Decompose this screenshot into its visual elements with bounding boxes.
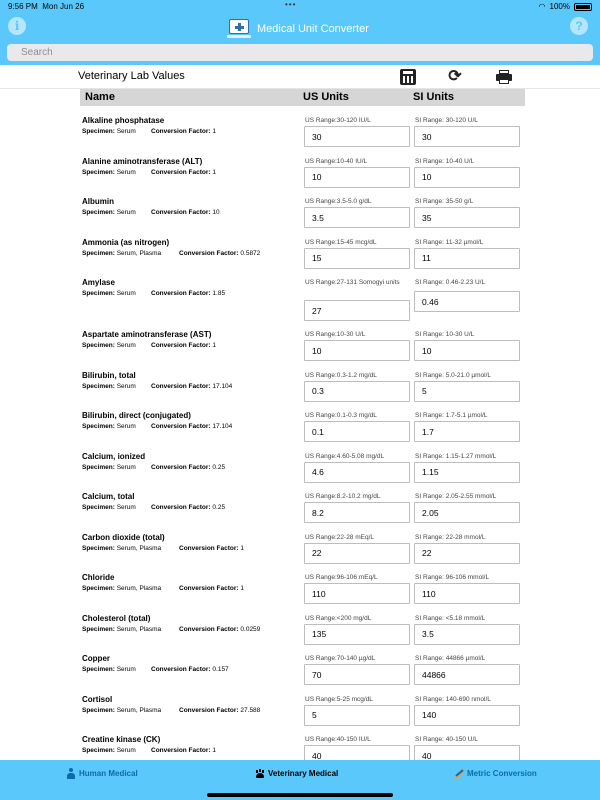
specimen-value: Serum <box>116 128 136 135</box>
test-name: Creatine kinase (CK) <box>82 735 161 744</box>
tab-veterinary-medical[interactable] <box>255 768 338 779</box>
specimen-value: Serum <box>116 290 136 297</box>
specimen-label: Specimen: <box>82 504 115 511</box>
multitask-dots-icon[interactable]: ••• <box>285 0 297 9</box>
status-bar <box>0 0 600 14</box>
si-value-input[interactable] <box>414 624 520 645</box>
factor-label: Conversion Factor: <box>179 585 239 592</box>
column-header <box>80 89 525 106</box>
specimen-info <box>82 747 136 754</box>
calculator-icon[interactable] <box>400 69 416 85</box>
factor-value: 0.5872 <box>240 249 261 257</box>
specimen-value: Serum <box>116 342 136 349</box>
si-range: SI Range: 1.7-5.1 µmol/L <box>415 412 488 419</box>
column-name: Name <box>85 91 115 103</box>
si-value-input[interactable] <box>414 462 520 483</box>
si-value-input[interactable] <box>414 167 520 188</box>
table-row <box>0 565 600 606</box>
specimen-info <box>82 169 136 176</box>
si-range: SI Range: 1.15-1.27 mmol/L <box>415 452 497 460</box>
factor-label: Conversion Factor: <box>151 128 211 135</box>
factor-value: 1 <box>212 342 217 349</box>
us-value-input[interactable] <box>304 624 410 645</box>
help-button[interactable] <box>570 17 588 35</box>
status-time-text: 9:56 PM <box>8 2 38 11</box>
table-row <box>0 646 600 687</box>
conversion-factor <box>151 169 216 176</box>
us-range: US Range:4.60-5.08 mg/dL <box>305 452 385 460</box>
tab-label: Human Medical <box>79 769 138 778</box>
table-row <box>0 189 600 230</box>
specimen-value: Serum <box>116 382 136 390</box>
table-row <box>0 525 600 566</box>
test-name: Calcium, ionized <box>82 451 146 461</box>
us-range: US Range:8.2-10.2 mg/dL <box>305 493 381 500</box>
conversion-factor <box>151 128 216 135</box>
ruler-pencil-icon <box>454 768 464 779</box>
us-value-input[interactable] <box>304 745 410 760</box>
conversion-factor <box>179 545 244 552</box>
us-value-input[interactable] <box>304 462 410 483</box>
table-row <box>0 230 600 271</box>
factor-value: 17.104 <box>212 382 233 390</box>
specimen-value: Serum, Plasma <box>116 706 162 714</box>
table-row <box>0 484 600 525</box>
si-value-input[interactable] <box>414 543 520 564</box>
us-value-input[interactable] <box>304 543 410 564</box>
us-range: US Range:27-131 Somogyi units <box>305 279 400 286</box>
us-range: US Range:40-150 IU/L <box>305 736 371 743</box>
us-range: US Range:3.5-5.0 g/dL <box>305 198 372 205</box>
specimen-info <box>82 290 136 297</box>
info-icon: i <box>14 19 20 33</box>
si-range: SI Range: 44866 µmol/L <box>415 655 486 662</box>
top-bar <box>0 0 600 65</box>
si-range: SI Range: 140-690 nmol/L <box>415 695 491 703</box>
table-row <box>0 403 600 444</box>
si-value-input[interactable] <box>414 502 520 523</box>
specimen-label: Specimen: <box>82 209 115 216</box>
us-value-input[interactable] <box>304 381 410 402</box>
specimen-info <box>82 464 136 471</box>
factor-label: Conversion Factor: <box>151 666 211 673</box>
specimen-label: Specimen: <box>82 544 115 552</box>
conversion-factor <box>179 250 260 257</box>
battery-icon <box>574 3 592 11</box>
table-row <box>0 687 600 728</box>
specimen-info <box>82 626 161 633</box>
specimen-info <box>82 423 136 430</box>
status-time <box>8 2 84 11</box>
us-value-input[interactable] <box>304 705 410 726</box>
factor-value: 1 <box>240 544 245 552</box>
test-name: Copper <box>82 654 110 663</box>
factor-label: Conversion Factor: <box>151 504 211 511</box>
specimen-label: Specimen: <box>82 249 115 257</box>
specimen-value: Serum, Plasma <box>116 625 162 633</box>
us-range: US Range:70-140 µg/dL <box>305 655 376 662</box>
tab-human-medical[interactable] <box>66 768 138 779</box>
si-value-input[interactable] <box>414 248 520 269</box>
specimen-info <box>82 545 161 552</box>
us-value-input[interactable] <box>304 300 410 321</box>
specimen-label: Specimen: <box>82 747 115 754</box>
conversion-factor <box>151 209 220 216</box>
factor-label: Conversion Factor: <box>151 290 211 297</box>
specimen-label: Specimen: <box>82 666 115 673</box>
table-row <box>0 149 600 190</box>
home-indicator <box>207 793 393 797</box>
specimen-label: Specimen: <box>82 168 115 176</box>
factor-value: 1 <box>212 128 217 135</box>
specimen-value: Serum, Plasma <box>116 544 162 552</box>
conversion-factor <box>151 342 216 349</box>
conversion-factor <box>151 747 216 754</box>
us-value-input[interactable] <box>304 248 410 269</box>
specimen-info <box>82 383 136 390</box>
factor-value: 27.588 <box>240 706 261 714</box>
section-header <box>0 65 600 89</box>
specimen-label: Specimen: <box>82 423 115 430</box>
app-title: Medical Unit Converter <box>257 23 369 35</box>
specimen-value: Serum <box>116 747 136 754</box>
si-value-input[interactable] <box>414 583 520 604</box>
status-date-text: Mon Jun 26 <box>42 2 85 11</box>
factor-value: 10 <box>212 209 220 216</box>
test-name: Bilirubin, total <box>82 370 136 380</box>
conversion-factor <box>151 666 229 673</box>
conversion-factor <box>151 290 225 297</box>
si-value-input[interactable] <box>414 207 520 228</box>
refresh-icon[interactable]: ⟳ <box>448 68 462 85</box>
factor-value: 1 <box>212 747 217 754</box>
si-value-input[interactable] <box>414 421 520 442</box>
us-range: US Range:10-40 IU/L <box>305 157 368 165</box>
specimen-value: Serum <box>116 423 136 430</box>
specimen-label: Specimen: <box>82 585 115 592</box>
conversion-factor <box>179 585 244 592</box>
si-range: SI Range: 0.46-2.23 U/L <box>415 279 486 286</box>
factor-value: 17.104 <box>212 423 233 430</box>
us-range: US Range:0.1-0.3 mg/dL <box>305 412 377 419</box>
si-range: SI Range: 10-40 U/L <box>415 157 475 165</box>
factor-value: 0.0259 <box>240 625 261 633</box>
si-value-input[interactable] <box>414 340 520 361</box>
human-icon <box>66 768 76 779</box>
info-button[interactable] <box>8 17 26 35</box>
specimen-label: Specimen: <box>82 382 115 390</box>
factor-label: Conversion Factor: <box>151 463 211 471</box>
specimen-info <box>82 342 136 349</box>
factor-label: Conversion Factor: <box>151 168 211 176</box>
conversion-factor <box>151 464 225 471</box>
factor-label: Conversion Factor: <box>151 209 211 216</box>
si-range: SI Range: 10-30 U/L <box>415 331 475 338</box>
si-value-input[interactable] <box>414 126 520 147</box>
table-row <box>0 322 600 363</box>
column-us-units: US Units <box>303 91 349 103</box>
lab-values-list[interactable] <box>0 106 600 760</box>
us-range: US Range:0.3-1.2 mg/dL <box>305 371 377 379</box>
specimen-value: Serum <box>116 168 136 176</box>
si-range: SI Range: 30-120 U/L <box>415 117 478 124</box>
si-range: SI Range: 96-106 mmol/L <box>415 574 490 581</box>
tab-metric-conversion[interactable] <box>454 768 537 779</box>
table-row <box>0 444 600 485</box>
printer-icon[interactable] <box>496 69 512 85</box>
paw-icon <box>255 768 265 779</box>
factor-label: Conversion Factor: <box>179 706 239 714</box>
table-row <box>0 108 600 149</box>
specimen-value: Serum <box>116 209 136 216</box>
section-title: Veterinary Lab Values <box>78 70 185 82</box>
si-range: SI Range: <5.18 mmol/L <box>415 614 486 622</box>
conversion-factor <box>151 383 232 390</box>
conversion-factor <box>151 504 225 511</box>
tab-label: Veterinary Medical <box>268 769 339 778</box>
search-input[interactable] <box>7 44 593 61</box>
factor-value: 1 <box>212 168 217 176</box>
test-name: Chloride <box>82 573 115 582</box>
conversion-factor <box>179 707 260 714</box>
factor-label: Conversion Factor: <box>179 544 239 552</box>
si-range: SI Range: 2.05-2.55 mmol/L <box>415 493 497 500</box>
si-value-input[interactable] <box>414 381 520 402</box>
specimen-value: Serum <box>116 463 136 471</box>
si-value-input[interactable] <box>414 664 520 685</box>
table-row <box>0 606 600 647</box>
test-name: Aspartate aminotransferase (AST) <box>82 330 212 339</box>
specimen-info <box>82 666 136 673</box>
specimen-label: Specimen: <box>82 342 115 349</box>
conversion-factor <box>179 626 260 633</box>
specimen-info <box>82 707 161 714</box>
specimen-label: Specimen: <box>82 463 115 471</box>
us-value-input[interactable] <box>304 126 410 147</box>
factor-value: 0.157 <box>212 666 229 673</box>
us-value-input[interactable] <box>304 207 410 228</box>
test-name: Cortisol <box>82 694 113 704</box>
si-range: SI Range: 40-150 U/L <box>415 736 478 743</box>
test-name: Cholesterol (total) <box>82 613 151 623</box>
battery-percent: 100% <box>549 2 570 11</box>
specimen-info <box>82 504 136 511</box>
column-si-units: SI Units <box>413 91 454 103</box>
test-name: Ammonia (as nitrogen) <box>82 237 170 247</box>
specimen-label: Specimen: <box>82 128 115 135</box>
specimen-label: Specimen: <box>82 290 115 297</box>
us-value-input[interactable] <box>304 583 410 604</box>
test-name: Alanine aminotransferase (ALT) <box>82 156 203 166</box>
specimen-value: Serum, Plasma <box>116 249 162 257</box>
us-range: US Range:5-25 mcg/dL <box>305 695 373 703</box>
test-name: Amylase <box>82 278 115 287</box>
test-name: Albumin <box>82 197 114 206</box>
help-icon: ? <box>575 19 583 33</box>
si-range: SI Range: 5.0-21.0 µmol/L <box>415 371 492 379</box>
table-row <box>0 270 600 322</box>
factor-label: Conversion Factor: <box>179 249 239 257</box>
specimen-info <box>82 585 161 592</box>
us-range: US Range:10-30 U/L <box>305 331 366 338</box>
specimen-info <box>82 128 136 135</box>
specimen-value: Serum <box>116 666 136 673</box>
factor-label: Conversion Factor: <box>151 423 211 430</box>
medical-laptop-icon <box>227 19 251 39</box>
table-row <box>0 727 600 760</box>
specimen-value: Serum <box>116 504 136 511</box>
us-range: US Range:22-28 mEq/L <box>305 533 375 541</box>
search-placeholder: Search <box>21 47 53 58</box>
test-name: Alkaline phosphatase <box>82 116 165 125</box>
si-value-input[interactable] <box>414 705 520 726</box>
factor-value: 0.25 <box>212 504 226 511</box>
si-range: SI Range: 11-32 µmol/L <box>415 238 484 246</box>
factor-value: 1.85 <box>212 290 226 297</box>
factor-value: 0.25 <box>212 463 226 471</box>
table-row <box>0 363 600 404</box>
factor-label: Conversion Factor: <box>151 342 211 349</box>
specimen-label: Specimen: <box>82 625 115 633</box>
us-value-input[interactable] <box>304 502 410 523</box>
test-name: Calcium, total <box>82 492 135 501</box>
specimen-value: Serum, Plasma <box>116 585 162 592</box>
specimen-label: Specimen: <box>82 706 115 714</box>
specimen-info <box>82 209 136 216</box>
us-range: US Range:96-106 mEq/L <box>305 574 378 581</box>
factor-label: Conversion Factor: <box>151 747 211 754</box>
app-title-group <box>227 17 369 41</box>
wifi-icon: ◠ <box>538 2 546 11</box>
factor-value: 1 <box>240 585 245 592</box>
factor-label: Conversion Factor: <box>151 382 211 390</box>
factor-label: Conversion Factor: <box>179 625 239 633</box>
tab-label: Metric Conversion <box>467 769 537 778</box>
us-value-input[interactable] <box>304 664 410 685</box>
si-value-input[interactable] <box>414 291 520 312</box>
specimen-info <box>82 250 161 257</box>
si-range: SI Range: 22-28 mmol/L <box>415 533 486 541</box>
status-right <box>539 2 592 11</box>
conversion-factor <box>151 423 232 430</box>
us-value-input[interactable] <box>304 167 410 188</box>
si-value-input[interactable] <box>414 745 520 760</box>
us-range: US Range:<200 mg/dL <box>305 614 372 622</box>
test-name: Carbon dioxide (total) <box>82 532 165 542</box>
us-value-input[interactable] <box>304 421 410 442</box>
si-range: SI Range: 35-50 g/L <box>415 198 474 205</box>
test-name: Bilirubin, direct (conjugated) <box>82 411 191 420</box>
us-range: US Range:15-45 mcg/dL <box>305 238 377 246</box>
us-range: US Range:30-120 IU/L <box>305 117 371 124</box>
us-value-input[interactable] <box>304 340 410 361</box>
